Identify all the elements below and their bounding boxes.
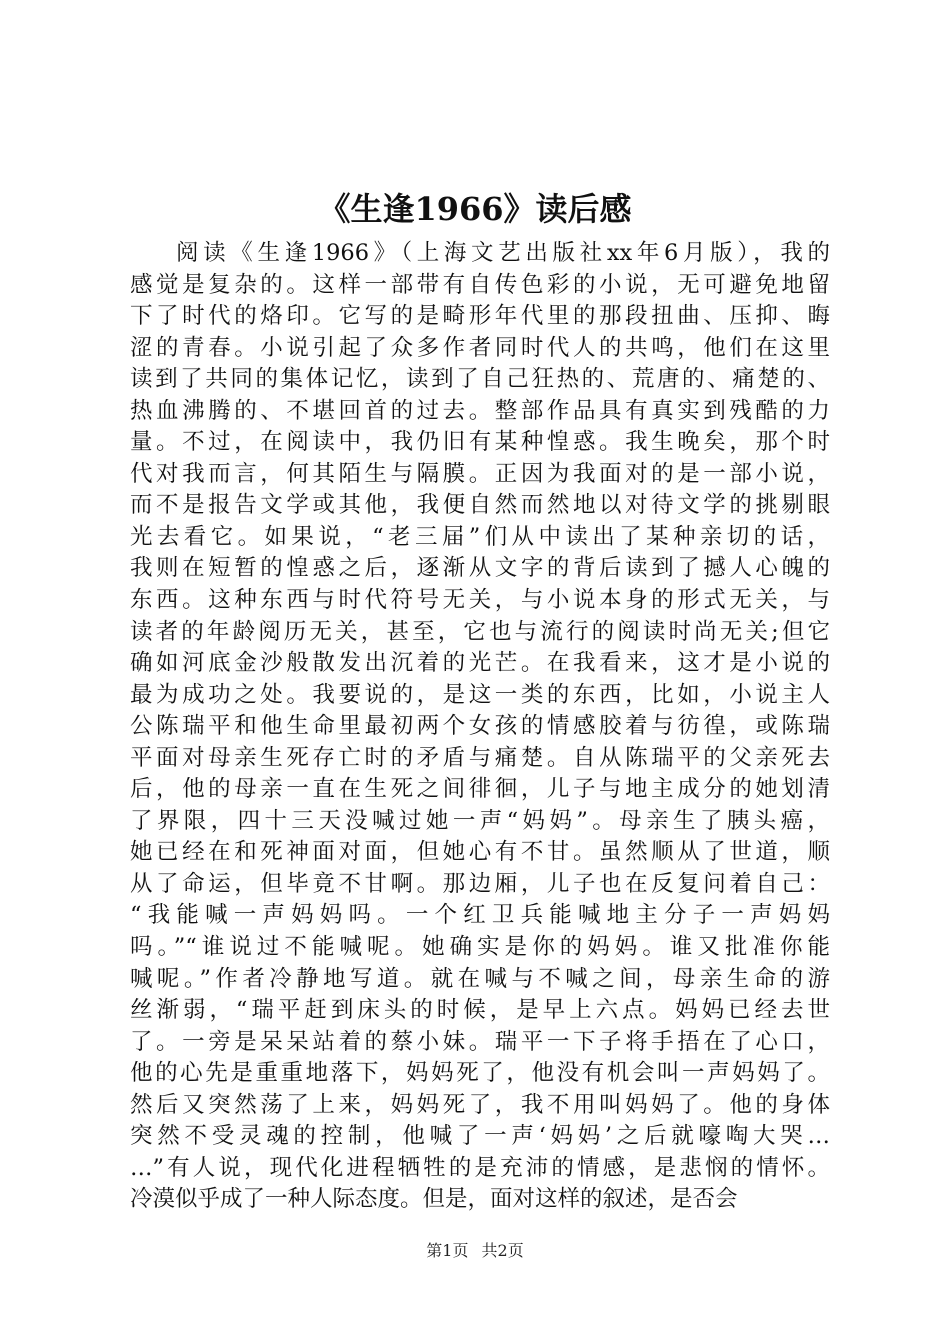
text-line: 读者的年龄阅历无关，甚至，它也与流行的阅读时尚无关;但它 [130, 618, 830, 645]
text-line: 确如河底金沙般散发出沉着的光芒。在我看来，这才是小说的 [130, 650, 830, 677]
text-line: 量。不过，在阅读中，我仍旧有某种惶惑。我生晚矣，那个时 [130, 429, 830, 456]
text-line: 下了时代的烙印。它写的是畸形年代里的那段扭曲、压抑、晦 [130, 303, 830, 330]
text-line: 热血沸腾的、不堪回首的过去。整部作品具有真实到残酷的力 [130, 397, 830, 424]
text-line: “我能喊一声妈妈吗。一个红卫兵能喊地主分子一声妈妈 [130, 902, 830, 929]
text-line: 从了命运，但毕竟不甘啊。那边厢，儿子也在反复问着自己： [130, 870, 830, 897]
text-line: 读到了共同的集体记忆，读到了自己狂热的、荒唐的、痛楚的、 [130, 366, 830, 393]
text-line: 吗。”“谁说过不能喊呢。她确实是你的妈妈。谁又批准你能 [130, 934, 830, 961]
text-line: 喊呢。”作者冷静地写道。就在喊与不喊之间，母亲生命的游 [130, 965, 830, 992]
text-line: 东西。这种东西与时代符号无关，与小说本身的形式无关，与 [130, 587, 830, 614]
text-line: 涩的青春。小说引起了众多作者同时代人的共鸣，他们在这里 [130, 334, 830, 361]
text-line: 代对我而言，何其陌生与隔膜。正因为我面对的是一部小说， [130, 460, 830, 487]
text-line: 公陈瑞平和他生命里最初两个女孩的情感胶着与彷徨，或陈瑞 [130, 713, 830, 740]
text-line: 平面对母亲生死存亡时的矛盾与痛楚。自从陈瑞平的父亲死去 [130, 744, 830, 771]
page-total: 共2页 [481, 1241, 524, 1260]
text-line: 而不是报告文学或其他，我便自然而然地以对待文学的挑剔眼 [130, 492, 830, 519]
text-line: 然后又突然荡了上来，妈妈死了，我不用叫妈妈了。他的身体 [130, 1091, 830, 1118]
text-line: 感觉是复杂的。这样一部带有自传色彩的小说，无可避免地留 [130, 271, 830, 298]
text-line: 他的心先是重重地落下，妈妈死了，他没有机会叫一声妈妈了。 [130, 1060, 830, 1087]
text-line: 冷漠似乎成了一种人际态度。但是，面对这样的叙述，是否会 [130, 1186, 738, 1213]
text-line: 丝渐弱，“瑞平赶到床头的时候，是早上六点。妈妈已经去世 [130, 997, 830, 1024]
text-line: 了。一旁是呆呆站着的蔡小妹。瑞平一下子将手捂在了心口， [130, 1028, 830, 1055]
text-line: 了界限，四十三天没喊过她一声“妈妈”。母亲生了胰头癌， [130, 807, 830, 834]
body-paragraph [130, 238, 830, 1216]
text-line: 最为成功之处。我要说的，是这一类的东西，比如，小说主人 [130, 681, 830, 708]
text-line: 她已经在和死神面对面，但她心有不甘。虽然顺从了世道，顺 [130, 839, 830, 866]
text-line: …”有人说，现代化进程牺牲的是充沛的情感，是悲悯的情怀。 [130, 1154, 830, 1181]
text-line: 我则在短暂的惶惑之后，逐渐从文字的背后读到了撼人心魄的 [130, 555, 830, 582]
document-title: 《生逢1966》读后感 [318, 190, 632, 228]
text-line: 阅读《生逢1966》（上海文艺出版社xx年6月版），我的 [176, 240, 830, 266]
text-line: 光去看它。如果说，“老三届”们从中读出了某种亲切的话， [130, 523, 830, 550]
page-footer [0, 1240, 950, 1262]
text-line: 突然不受灵魂的控制，他喊了一声‘妈妈’之后就嚎啕大哭… [130, 1123, 830, 1150]
page-number: 第1页 [426, 1241, 469, 1260]
text-line: 后，他的母亲一直在生死之间徘徊，儿子与地主成分的她划清 [130, 776, 830, 803]
